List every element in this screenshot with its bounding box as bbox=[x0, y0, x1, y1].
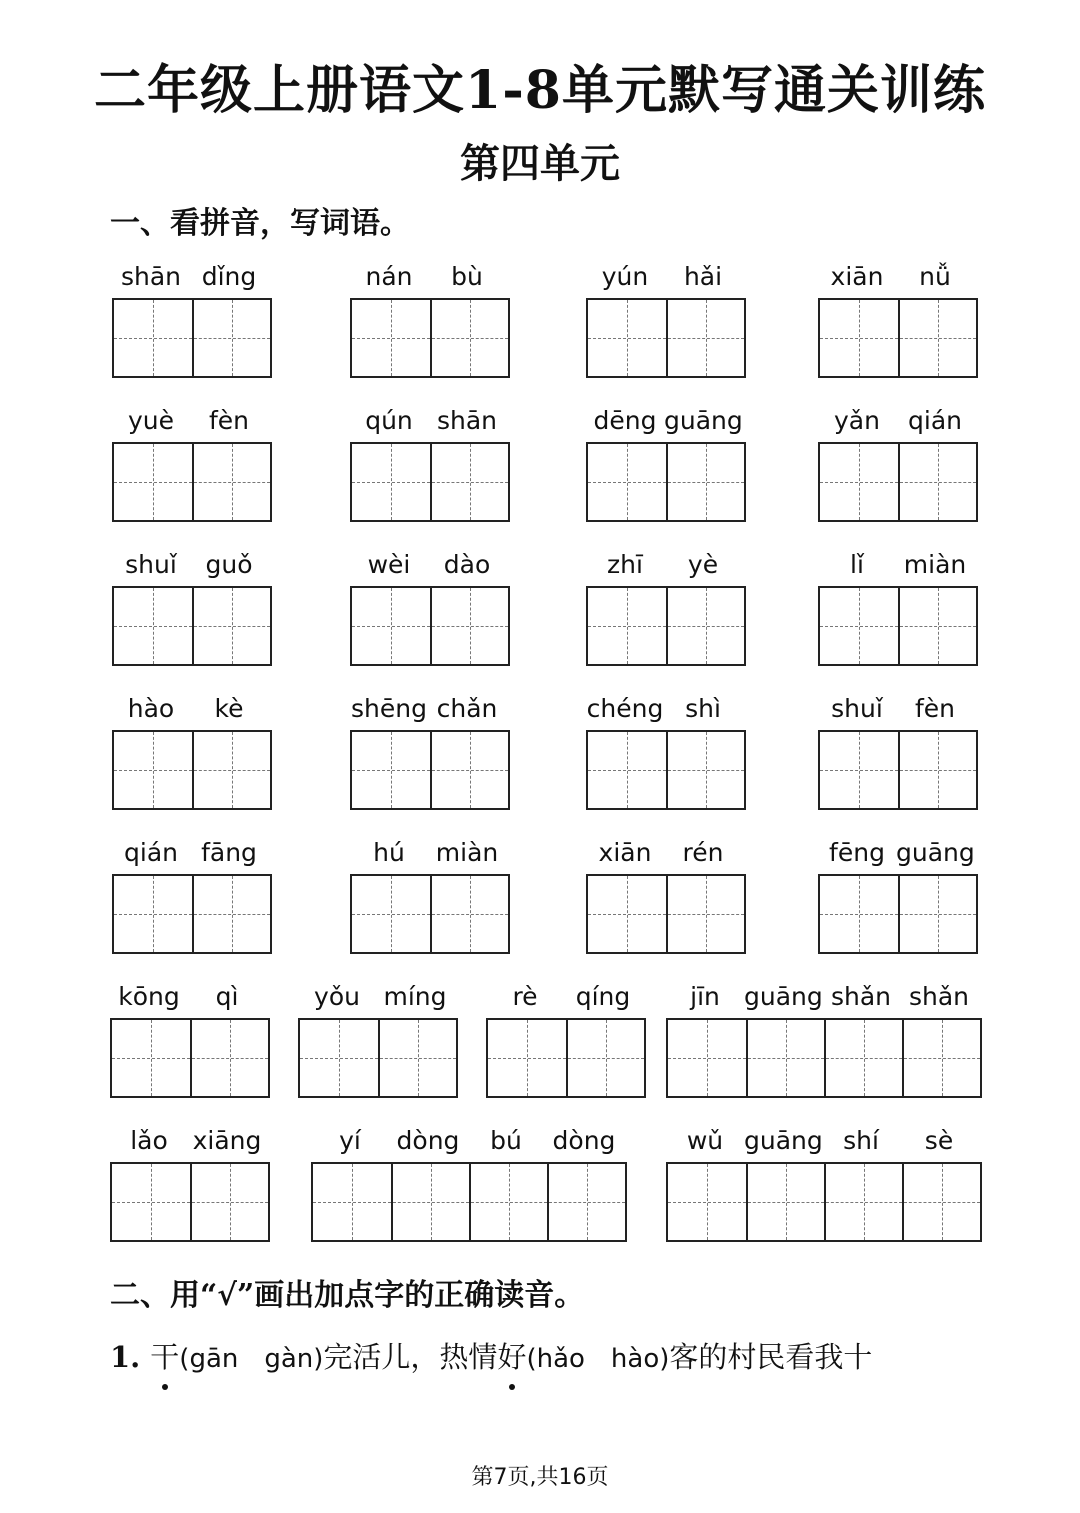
writing-boxes bbox=[112, 874, 272, 954]
writing-cell[interactable] bbox=[190, 1020, 268, 1096]
writing-boxes bbox=[112, 298, 272, 378]
writing-cell[interactable] bbox=[192, 300, 270, 376]
pinyin-syllable: shuǐ bbox=[125, 550, 177, 579]
writing-cell[interactable] bbox=[300, 1020, 378, 1096]
pinyin-row bbox=[350, 838, 506, 874]
writing-cell[interactable] bbox=[566, 1020, 644, 1096]
writing-cell[interactable] bbox=[352, 444, 430, 520]
pinyin-row bbox=[666, 1126, 978, 1162]
pinyin-row bbox=[586, 694, 742, 730]
pinyin-row bbox=[818, 406, 974, 442]
word-item bbox=[350, 262, 510, 378]
pinyin-syllable: jīn bbox=[690, 982, 720, 1011]
pinyin-syllable: nǚ bbox=[919, 262, 951, 291]
pinyin-row bbox=[586, 406, 742, 442]
word-item bbox=[818, 694, 978, 810]
pinyin-options[interactable]: (gān gàn) bbox=[179, 1344, 324, 1374]
word-item bbox=[586, 550, 746, 666]
pinyin-syllable: sè bbox=[924, 1126, 954, 1155]
section-2-heading: 二、用“√”画出加点字的正确读音。 bbox=[110, 1278, 585, 1313]
writing-cell[interactable] bbox=[666, 300, 744, 376]
writing-boxes bbox=[586, 586, 746, 666]
writing-cell[interactable] bbox=[112, 1164, 190, 1240]
writing-cell[interactable] bbox=[588, 732, 666, 808]
dotted-char: 干 bbox=[150, 1335, 179, 1376]
word-item bbox=[350, 838, 510, 954]
pinyin-syllable: miàn bbox=[435, 838, 499, 867]
pinyin-syllable: dòng bbox=[552, 1126, 616, 1155]
pinyin-syllable: hào bbox=[127, 694, 175, 723]
writing-cell[interactable] bbox=[666, 444, 744, 520]
word-item bbox=[586, 406, 746, 522]
writing-cell[interactable] bbox=[391, 1164, 469, 1240]
writing-cell[interactable] bbox=[114, 876, 192, 952]
writing-cell[interactable] bbox=[898, 732, 976, 808]
pinyin-syllable: guāng bbox=[744, 1126, 823, 1155]
pinyin-syllable: kè bbox=[214, 694, 244, 723]
writing-boxes bbox=[666, 1162, 982, 1242]
writing-cell[interactable] bbox=[313, 1164, 391, 1240]
pinyin-row bbox=[298, 982, 454, 1018]
writing-boxes bbox=[112, 586, 272, 666]
pinyin-syllable: dào bbox=[443, 550, 491, 579]
word-item bbox=[110, 982, 270, 1098]
pinyin-row bbox=[586, 550, 742, 586]
writing-cell[interactable] bbox=[746, 1020, 824, 1096]
writing-boxes bbox=[818, 730, 978, 810]
pinyin-syllable: shēng bbox=[351, 694, 427, 723]
pinyin-syllable: shān bbox=[120, 262, 182, 291]
writing-cell[interactable] bbox=[666, 588, 744, 664]
word-item bbox=[350, 550, 510, 666]
pinyin-row bbox=[112, 406, 268, 442]
writing-boxes bbox=[818, 586, 978, 666]
section-1-heading: 一、看拼音，写词语。 bbox=[110, 206, 410, 241]
pinyin-syllable: bú bbox=[490, 1126, 522, 1155]
pinyin-row bbox=[350, 550, 506, 586]
writing-boxes bbox=[586, 730, 746, 810]
pinyin-syllable: shǎn bbox=[908, 982, 970, 1011]
question-text: 完活儿，热情 bbox=[323, 1340, 498, 1374]
word-item bbox=[818, 838, 978, 954]
pinyin-syllable: shì bbox=[685, 694, 721, 723]
pinyin-syllable: shuǐ bbox=[831, 694, 883, 723]
question-1 bbox=[110, 1335, 872, 1376]
writing-cell[interactable] bbox=[430, 444, 508, 520]
word-item bbox=[298, 982, 458, 1098]
writing-cell[interactable] bbox=[192, 732, 270, 808]
writing-cell[interactable] bbox=[588, 588, 666, 664]
pinyin-syllable: xiāng bbox=[192, 1126, 262, 1155]
pinyin-row bbox=[666, 982, 978, 1018]
pinyin-syllable: lǐ bbox=[850, 550, 864, 579]
writing-cell[interactable] bbox=[114, 588, 192, 664]
writing-boxes bbox=[818, 442, 978, 522]
word-item bbox=[350, 694, 510, 810]
writing-cell[interactable] bbox=[666, 876, 744, 952]
pinyin-syllable: guǒ bbox=[205, 550, 253, 579]
pinyin-syllable: kōng bbox=[118, 982, 180, 1011]
writing-cell[interactable] bbox=[488, 1020, 566, 1096]
word-item bbox=[586, 694, 746, 810]
word-item bbox=[112, 550, 272, 666]
word-item bbox=[818, 262, 978, 378]
writing-cell[interactable] bbox=[430, 588, 508, 664]
writing-cell[interactable] bbox=[469, 1164, 547, 1240]
pinyin-syllable: miàn bbox=[903, 550, 967, 579]
writing-boxes bbox=[586, 874, 746, 954]
writing-cell[interactable] bbox=[588, 444, 666, 520]
pinyin-syllable: yí bbox=[339, 1126, 361, 1155]
pinyin-options[interactable]: (hǎo hào) bbox=[526, 1344, 670, 1374]
writing-cell[interactable] bbox=[192, 444, 270, 520]
dotted-char: 好 bbox=[497, 1335, 526, 1376]
pinyin-syllable: fēng bbox=[829, 838, 885, 867]
pinyin-syllable: xiān bbox=[830, 262, 884, 291]
writing-cell[interactable] bbox=[352, 300, 430, 376]
writing-cell[interactable] bbox=[114, 732, 192, 808]
word-item bbox=[112, 262, 272, 378]
pinyin-syllable: dòng bbox=[396, 1126, 460, 1155]
writing-cell[interactable] bbox=[430, 732, 508, 808]
question-text: 客的村民看我十 bbox=[669, 1340, 873, 1374]
pinyin-syllable: qíng bbox=[575, 982, 631, 1011]
pinyin-syllable: guāng bbox=[744, 982, 823, 1011]
writing-cell[interactable] bbox=[114, 444, 192, 520]
writing-boxes bbox=[350, 874, 510, 954]
writing-cell[interactable] bbox=[746, 1164, 824, 1240]
pinyin-syllable: hú bbox=[373, 838, 405, 867]
pinyin-syllable: wǔ bbox=[686, 1126, 724, 1155]
word-item bbox=[818, 550, 978, 666]
writing-boxes bbox=[586, 298, 746, 378]
pinyin-syllable: fāng bbox=[201, 838, 257, 867]
unit-subtitle: 第四单元 bbox=[460, 140, 620, 187]
writing-cell[interactable] bbox=[668, 1164, 746, 1240]
word-item bbox=[666, 1126, 982, 1242]
pinyin-syllable: xiān bbox=[598, 838, 652, 867]
pinyin-syllable: chéng bbox=[586, 694, 664, 723]
writing-cell[interactable] bbox=[820, 732, 898, 808]
pinyin-row bbox=[112, 694, 268, 730]
pinyin-row bbox=[818, 262, 974, 298]
pinyin-syllable: yǒu bbox=[314, 982, 360, 1011]
writing-cell[interactable] bbox=[898, 444, 976, 520]
pinyin-syllable: wèi bbox=[367, 550, 411, 579]
pinyin-row bbox=[586, 838, 742, 874]
word-item bbox=[666, 982, 982, 1098]
writing-cell[interactable] bbox=[902, 1164, 980, 1240]
writing-cell[interactable] bbox=[192, 588, 270, 664]
pinyin-syllable: shǎn bbox=[830, 982, 892, 1011]
writing-cell[interactable] bbox=[114, 300, 192, 376]
word-item bbox=[110, 1126, 270, 1242]
writing-cell[interactable] bbox=[820, 300, 898, 376]
writing-cell[interactable] bbox=[190, 1164, 268, 1240]
writing-boxes bbox=[818, 298, 978, 378]
pinyin-syllable: dǐng bbox=[201, 262, 257, 291]
pinyin-syllable: zhī bbox=[607, 550, 643, 579]
writing-boxes bbox=[586, 442, 746, 522]
pinyin-row bbox=[110, 1126, 266, 1162]
pinyin-syllable: bù bbox=[451, 262, 483, 291]
writing-boxes bbox=[110, 1018, 270, 1098]
pinyin-row bbox=[350, 694, 506, 730]
writing-cell[interactable] bbox=[820, 444, 898, 520]
writing-boxes bbox=[112, 730, 272, 810]
writing-cell[interactable] bbox=[192, 876, 270, 952]
writing-boxes bbox=[110, 1162, 270, 1242]
writing-cell[interactable] bbox=[820, 588, 898, 664]
page-title: 二年级上册语文1-8单元默写通关训练 bbox=[94, 60, 986, 121]
pinyin-syllable: qì bbox=[215, 982, 239, 1011]
pinyin-row bbox=[486, 982, 642, 1018]
word-item bbox=[818, 406, 978, 522]
writing-cell[interactable] bbox=[824, 1020, 902, 1096]
question-number: 1. bbox=[110, 1340, 141, 1374]
pinyin-row bbox=[350, 406, 506, 442]
pinyin-syllable: fèn bbox=[914, 694, 956, 723]
writing-cell[interactable] bbox=[820, 876, 898, 952]
pinyin-syllable: rè bbox=[512, 982, 538, 1011]
pinyin-syllable: dēng bbox=[593, 406, 657, 435]
writing-cell[interactable] bbox=[588, 300, 666, 376]
pinyin-syllable: hǎi bbox=[683, 262, 723, 291]
pinyin-row bbox=[110, 982, 266, 1018]
pinyin-syllable: shí bbox=[843, 1126, 879, 1155]
writing-cell[interactable] bbox=[588, 876, 666, 952]
pinyin-row bbox=[818, 838, 974, 874]
pinyin-syllable: shān bbox=[436, 406, 498, 435]
writing-cell[interactable] bbox=[902, 1020, 980, 1096]
writing-boxes bbox=[298, 1018, 458, 1098]
page-footer: 第7页,共16页 bbox=[471, 1465, 609, 1490]
writing-cell[interactable] bbox=[352, 732, 430, 808]
writing-cell[interactable] bbox=[112, 1020, 190, 1096]
writing-cell[interactable] bbox=[430, 876, 508, 952]
pinyin-syllable: qián bbox=[908, 406, 962, 435]
pinyin-row bbox=[311, 1126, 623, 1162]
pinyin-syllable: yǎn bbox=[834, 406, 880, 435]
pinyin-row bbox=[586, 262, 742, 298]
word-item bbox=[486, 982, 646, 1098]
word-item bbox=[586, 838, 746, 954]
pinyin-syllable: yún bbox=[601, 262, 649, 291]
pinyin-syllable: fèn bbox=[208, 406, 250, 435]
writing-boxes bbox=[350, 442, 510, 522]
pinyin-syllable: yè bbox=[687, 550, 719, 579]
word-item bbox=[112, 838, 272, 954]
writing-cell[interactable] bbox=[352, 876, 430, 952]
pinyin-row bbox=[112, 550, 268, 586]
pinyin-syllable: yuè bbox=[127, 406, 175, 435]
writing-boxes bbox=[112, 442, 272, 522]
writing-cell[interactable] bbox=[378, 1020, 456, 1096]
pinyin-row bbox=[818, 694, 974, 730]
writing-cell[interactable] bbox=[666, 732, 744, 808]
writing-cell[interactable] bbox=[898, 588, 976, 664]
word-item bbox=[112, 694, 272, 810]
pinyin-syllable: lǎo bbox=[130, 1126, 168, 1155]
pinyin-syllable: qún bbox=[365, 406, 413, 435]
pinyin-syllable: qián bbox=[124, 838, 178, 867]
writing-boxes bbox=[350, 730, 510, 810]
writing-cell[interactable] bbox=[547, 1164, 625, 1240]
writing-cell[interactable] bbox=[898, 300, 976, 376]
writing-boxes bbox=[311, 1162, 627, 1242]
writing-boxes bbox=[350, 586, 510, 666]
writing-boxes bbox=[350, 298, 510, 378]
word-item bbox=[350, 406, 510, 522]
pinyin-syllable: guāng bbox=[896, 838, 975, 867]
writing-boxes bbox=[486, 1018, 646, 1098]
writing-cell[interactable] bbox=[898, 876, 976, 952]
pinyin-row bbox=[350, 262, 506, 298]
writing-cell[interactable] bbox=[668, 1020, 746, 1096]
pinyin-syllable: chǎn bbox=[436, 694, 498, 723]
writing-boxes bbox=[666, 1018, 982, 1098]
writing-cell[interactable] bbox=[824, 1164, 902, 1240]
pinyin-syllable: guāng bbox=[664, 406, 743, 435]
pinyin-syllable: rén bbox=[682, 838, 724, 867]
word-item bbox=[586, 262, 746, 378]
pinyin-syllable: míng bbox=[383, 982, 447, 1011]
word-item bbox=[112, 406, 272, 522]
pinyin-row bbox=[112, 838, 268, 874]
writing-cell[interactable] bbox=[352, 588, 430, 664]
pinyin-row bbox=[112, 262, 268, 298]
writing-cell[interactable] bbox=[430, 300, 508, 376]
word-item bbox=[311, 1126, 627, 1242]
pinyin-row bbox=[818, 550, 974, 586]
writing-boxes bbox=[818, 874, 978, 954]
pinyin-syllable: nán bbox=[365, 262, 413, 291]
